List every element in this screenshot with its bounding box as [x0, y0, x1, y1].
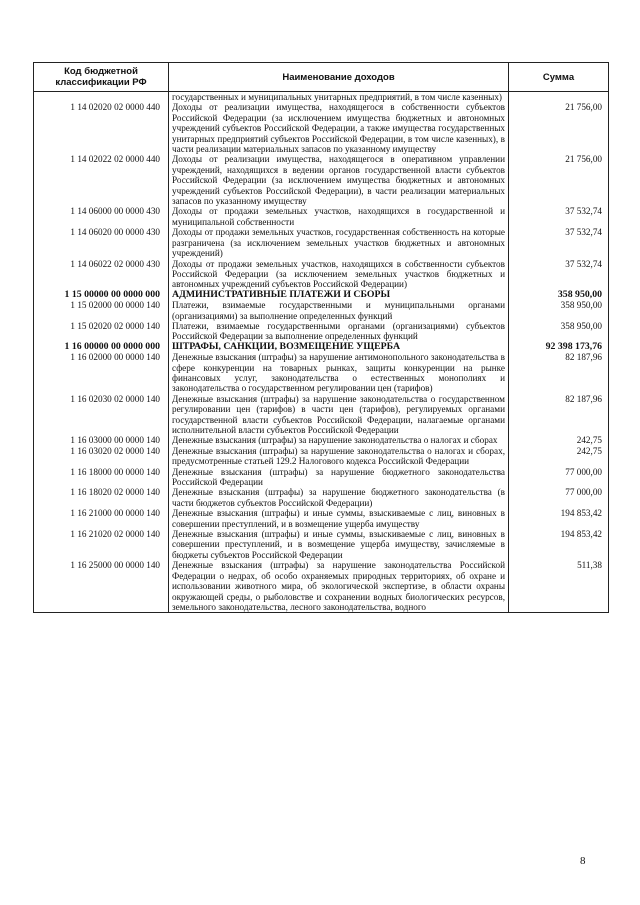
table-row — [34, 394, 609, 436]
row-code: 1 16 03000 00 0000 140 — [34, 435, 169, 445]
table-row — [34, 206, 609, 227]
row-sum — [509, 92, 609, 103]
table-body — [34, 92, 609, 613]
row-code: 1 14 02020 02 0000 440 — [34, 102, 169, 154]
header-sum: Сумма — [509, 63, 609, 92]
table-row — [34, 300, 609, 321]
revenue-table — [33, 62, 609, 613]
table-row — [34, 259, 609, 290]
table-row-section — [34, 342, 609, 352]
row-sum: 194 853,42 — [509, 508, 609, 529]
row-name: Денежные взыскания (штрафы) за нарушение законодательства Российской Федерации о недрах, об особо охраняемых природных территориях, об охране и использовании животного мира, об экологической экспертизе, в области охраны окружающей среды, о рыболовстве и сохранении водных биологических ресурсов, земельного законодательства, лесного законодательства, водного — [169, 560, 509, 613]
row-code: 1 16 02030 02 0000 140 — [34, 394, 169, 436]
row-sum: 358 950,00 — [509, 321, 609, 342]
row-code: 1 14 06000 00 0000 430 — [34, 206, 169, 227]
row-name: Денежные взыскания (штрафы) за нарушение законодательства о налогах и сборах — [169, 435, 509, 445]
row-name: Денежные взыскания (штрафы) и иные суммы, взыскиваемые с лиц, виновных в совершении преступлений, и в возмещение ущерба имуществу, зачисляемые в бюджеты субъектов Российской Федерации — [169, 529, 509, 560]
row-code: 1 16 18000 00 0000 140 — [34, 467, 169, 488]
row-name: Доходы от продажи земельных участков, находящихся в государственной и муниципальной собственности — [169, 206, 509, 227]
row-name: Денежные взыскания (штрафы) и иные суммы, взыскиваемые с лиц, виновных в совершении преступлений, и в возмещение ущерба имуществу — [169, 508, 509, 529]
row-code: 1 14 06022 02 0000 430 — [34, 259, 169, 290]
row-sum: 37 532,74 — [509, 259, 609, 290]
table-row — [34, 467, 609, 488]
row-name: Денежные взыскания (штрафы) за нарушение законодательства о государственном регулировании цен (тарифов) в части цен (тарифов), регулируемых органами государственной власти субъектов Российской Федерации, налагаемые органами исполнительной власти субъектов Российской Федерации — [169, 394, 509, 436]
row-code: 1 15 00000 00 0000 000 — [34, 290, 169, 300]
row-code: 1 16 21000 00 0000 140 — [34, 508, 169, 529]
row-code: 1 16 03020 02 0000 140 — [34, 446, 169, 467]
row-sum: 37 532,74 — [509, 227, 609, 258]
row-sum: 194 853,42 — [509, 529, 609, 560]
row-name: государственных и муниципальных унитарных предприятий, в том числе казенных) — [169, 92, 509, 103]
row-sum: 82 187,96 — [509, 394, 609, 436]
row-code: 1 16 00000 00 0000 000 — [34, 342, 169, 352]
row-name: ШТРАФЫ, САНКЦИИ, ВОЗМЕЩЕНИЕ УЩЕРБА — [169, 342, 509, 352]
header-name: Наименование доходов — [169, 63, 509, 92]
row-name: Денежные взыскания (штрафы) за нарушение антимонопольного законодательства в сфере конкуренции на товарных рынках, защиты конкуренции на рынке финансовых услуг, законодательства о естественных монополиях и законодательства о государственном регулировании цен (тарифов) — [169, 352, 509, 394]
table-row — [34, 321, 609, 342]
row-name: Доходы от реализации имущества, находящегося в собственности субъектов Российской Федерации (за исключением имущества бюджетных и автономных учреждений субъектов Российской Федерации, а также имущества государственных унитарных предприятий субъектов Российской Федерации, в том числе казенных), в части реализации материальных запасов по указанному имуществу — [169, 102, 509, 154]
row-sum: 511,38 — [509, 560, 609, 613]
table-row — [34, 154, 609, 206]
row-name: Доходы от продажи земельных участков, государственная собственность на которые разграничена (за исключением земельных участков бюджетных и автономных учреждений) — [169, 227, 509, 258]
table-row — [34, 560, 609, 613]
row-code — [34, 92, 169, 103]
row-code: 1 16 02000 00 0000 140 — [34, 352, 169, 394]
row-name: Доходы от продажи земельных участков, находящихся в собственности субъектов Российской Федерации (за исключением земельных участков бюджетных и автономных учреждений субъектов Российской Федерации) — [169, 259, 509, 290]
table-row — [34, 227, 609, 258]
row-name: АДМИНИСТРАТИВНЫЕ ПЛАТЕЖИ И СБОРЫ — [169, 290, 509, 300]
table-row — [34, 446, 609, 467]
row-sum: 37 532,74 — [509, 206, 609, 227]
row-name: Денежные взыскания (штрафы) за нарушение бюджетного законодательства Российской Федерации — [169, 467, 509, 488]
table-header-row — [34, 63, 609, 92]
row-code: 1 16 21020 02 0000 140 — [34, 529, 169, 560]
row-sum: 92 398 173,76 — [509, 342, 609, 352]
row-sum: 21 756,00 — [509, 154, 609, 206]
table-row-section — [34, 290, 609, 300]
row-sum: 77 000,00 — [509, 487, 609, 508]
table-row — [34, 529, 609, 560]
row-sum: 21 756,00 — [509, 102, 609, 154]
row-name: Денежные взыскания (штрафы) за нарушение бюджетного законодательства (в части бюджетов субъектов Российской Федерации) — [169, 487, 509, 508]
row-name: Доходы от реализации имущества, находящегося в оперативном управлении учреждений, находящихся в ведении органов государственной власти субъектов Российской Федерации (за исключением имущества бюджетных и автономных учреждений субъектов Российской Федерации), в части реализации материальных запасов по указанному имуществу — [169, 154, 509, 206]
row-sum: 242,75 — [509, 446, 609, 467]
table-row — [34, 102, 609, 154]
table-row — [34, 352, 609, 394]
row-code: 1 15 02020 02 0000 140 — [34, 321, 169, 342]
row-name: Платежи, взимаемые государственными и муниципальными органами (организациями) за выполнение определенных функций — [169, 300, 509, 321]
row-sum: 77 000,00 — [509, 467, 609, 488]
row-name: Платежи, взимаемые государственными органами (организациями) субъектов Российской Федерации за выполнение определенных функций — [169, 321, 509, 342]
table-row — [34, 487, 609, 508]
row-sum: 358 950,00 — [509, 290, 609, 300]
row-code: 1 14 02022 02 0000 440 — [34, 154, 169, 206]
row-code: 1 15 02000 00 0000 140 — [34, 300, 169, 321]
row-name: Денежные взыскания (штрафы) за нарушение законодательства о налогах и сборах, предусмотренные статьей 129.2 Налогового кодекса Российской Федерации — [169, 446, 509, 467]
header-code: Код бюджетной классификации РФ — [34, 63, 169, 92]
page-number: 8 — [580, 855, 586, 867]
row-sum: 358 950,00 — [509, 300, 609, 321]
table-row — [34, 92, 609, 103]
row-code: 1 14 06020 00 0000 430 — [34, 227, 169, 258]
table-row — [34, 435, 609, 445]
row-sum: 82 187,96 — [509, 352, 609, 394]
table-row — [34, 508, 609, 529]
row-code: 1 16 25000 00 0000 140 — [34, 560, 169, 613]
row-code: 1 16 18020 02 0000 140 — [34, 487, 169, 508]
row-sum: 242,75 — [509, 435, 609, 445]
